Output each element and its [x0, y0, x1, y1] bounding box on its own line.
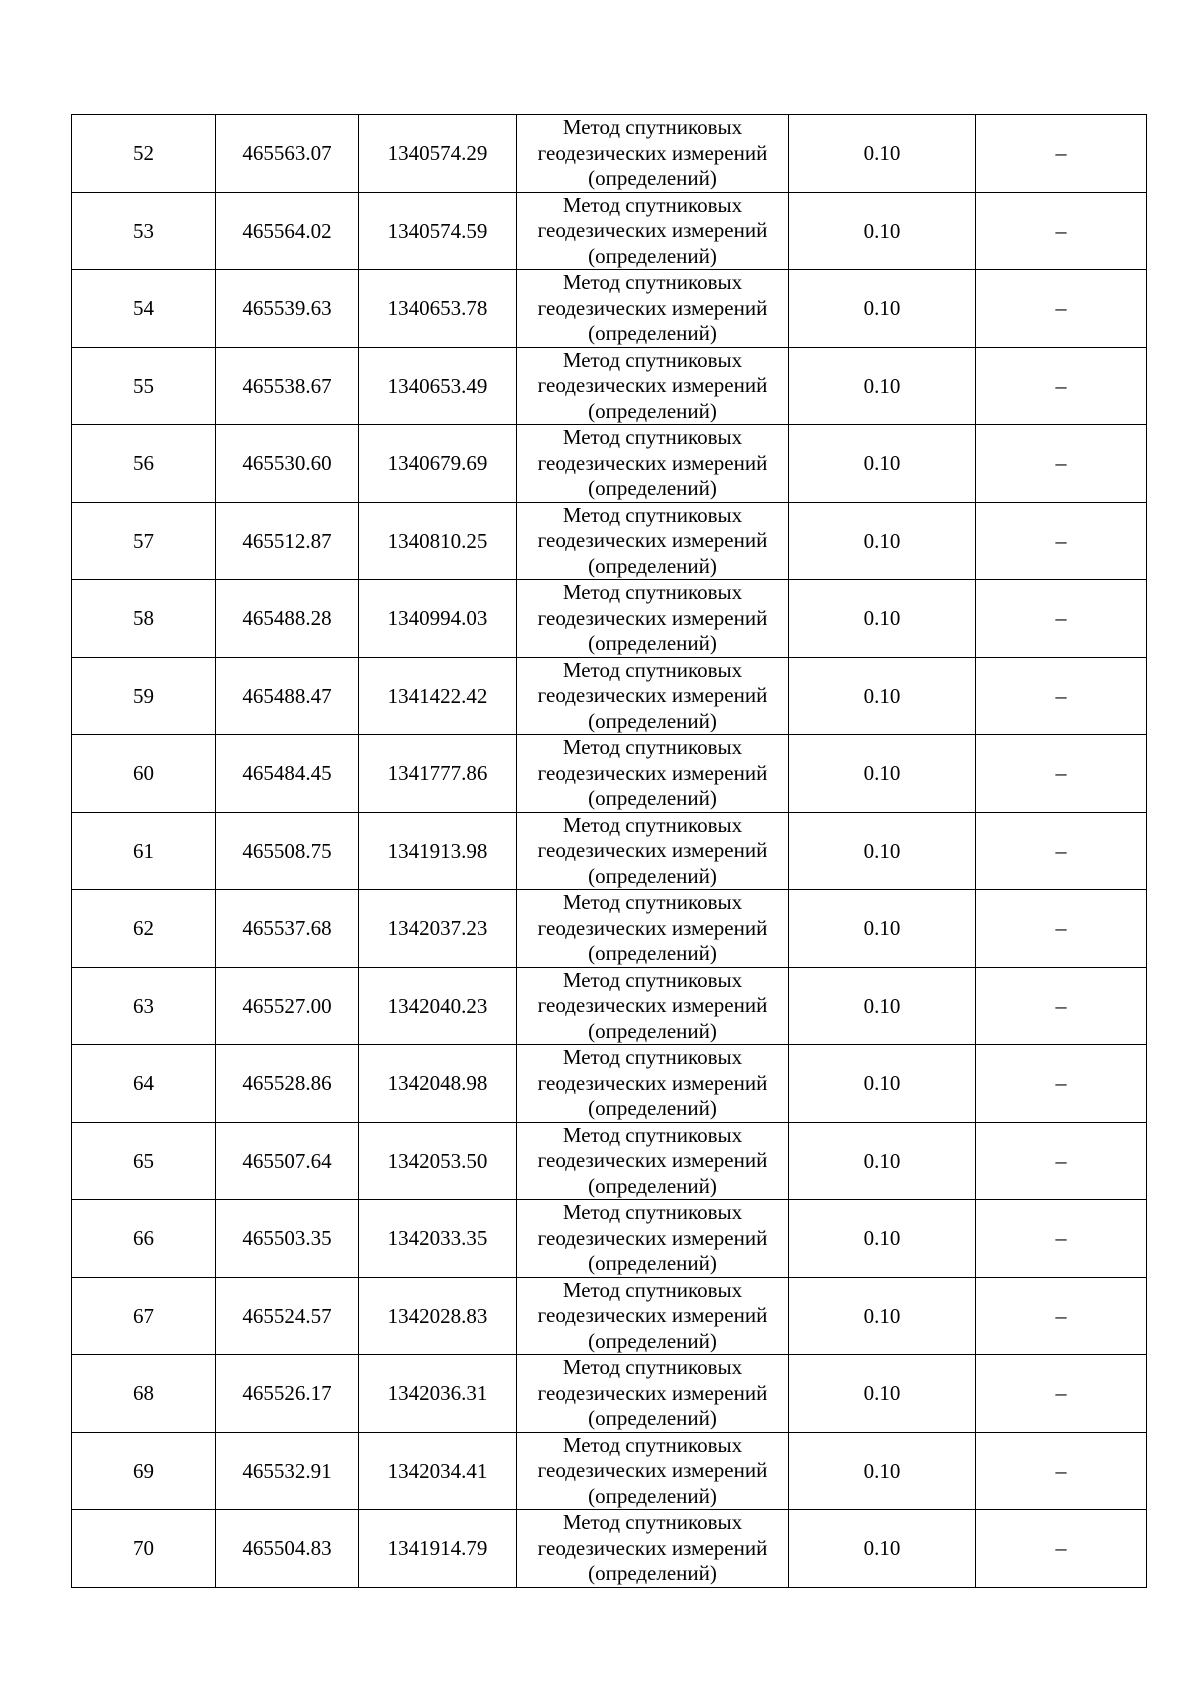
method-cell: Метод спутниковых геодезических измерений (определений): [517, 890, 789, 968]
y-coordinate-cell: 1340574.29: [359, 115, 517, 193]
table-row: [72, 1277, 1147, 1355]
y-coordinate-cell: 1340574.59: [359, 192, 517, 270]
accuracy-cell: 0.10: [789, 1200, 976, 1278]
table-row: [72, 967, 1147, 1045]
y-coordinate-cell: 1340810.25: [359, 502, 517, 580]
note-cell: –: [976, 580, 1147, 658]
method-cell: Метод спутниковых геодезических измерений (определений): [517, 657, 789, 735]
y-coordinate-cell: 1342033.35: [359, 1200, 517, 1278]
point-number-cell: 65: [72, 1122, 216, 1200]
x-coordinate-cell: 465508.75: [216, 812, 359, 890]
method-cell: Метод спутниковых геодезических измерений (определений): [517, 425, 789, 503]
method-cell: Метод спутниковых геодезических измерений (определений): [517, 502, 789, 580]
table-row: [72, 1510, 1147, 1588]
point-number-cell: 52: [72, 115, 216, 193]
table-row: [72, 1355, 1147, 1433]
y-coordinate-cell: 1340653.78: [359, 270, 517, 348]
method-cell: Метод спутниковых геодезических измерений (определений): [517, 1355, 789, 1433]
y-coordinate-cell: 1340994.03: [359, 580, 517, 658]
accuracy-cell: 0.10: [789, 1122, 976, 1200]
accuracy-cell: 0.10: [789, 1432, 976, 1510]
point-number-cell: 67: [72, 1277, 216, 1355]
method-cell: Метод спутниковых геодезических измерений (определений): [517, 115, 789, 193]
point-number-cell: 69: [72, 1432, 216, 1510]
y-coordinate-cell: 1340679.69: [359, 425, 517, 503]
note-cell: –: [976, 1277, 1147, 1355]
point-number-cell: 58: [72, 580, 216, 658]
point-number-cell: 53: [72, 192, 216, 270]
accuracy-cell: 0.10: [789, 890, 976, 968]
method-cell: Метод спутниковых геодезических измерений (определений): [517, 735, 789, 813]
x-coordinate-cell: 465532.91: [216, 1432, 359, 1510]
accuracy-cell: 0.10: [789, 1355, 976, 1433]
note-cell: –: [976, 1355, 1147, 1433]
note-cell: –: [976, 657, 1147, 735]
note-cell: –: [976, 1510, 1147, 1588]
accuracy-cell: 0.10: [789, 812, 976, 890]
table-row: [72, 890, 1147, 968]
table-row: [72, 735, 1147, 813]
note-cell: –: [976, 115, 1147, 193]
x-coordinate-cell: 465488.47: [216, 657, 359, 735]
y-coordinate-cell: 1342053.50: [359, 1122, 517, 1200]
y-coordinate-cell: 1342037.23: [359, 890, 517, 968]
accuracy-cell: 0.10: [789, 115, 976, 193]
accuracy-cell: 0.10: [789, 192, 976, 270]
note-cell: –: [976, 890, 1147, 968]
table-row: [72, 270, 1147, 348]
x-coordinate-cell: 465528.86: [216, 1045, 359, 1123]
y-coordinate-cell: 1342048.98: [359, 1045, 517, 1123]
note-cell: –: [976, 1200, 1147, 1278]
point-number-cell: 64: [72, 1045, 216, 1123]
table-row: [72, 1122, 1147, 1200]
table-row: [72, 425, 1147, 503]
x-coordinate-cell: 465530.60: [216, 425, 359, 503]
x-coordinate-cell: 465488.28: [216, 580, 359, 658]
method-cell: Метод спутниковых геодезических измерений (определений): [517, 812, 789, 890]
accuracy-cell: 0.10: [789, 1510, 976, 1588]
point-number-cell: 54: [72, 270, 216, 348]
accuracy-cell: 0.10: [789, 580, 976, 658]
x-coordinate-cell: 465484.45: [216, 735, 359, 813]
table-row: [72, 580, 1147, 658]
note-cell: –: [976, 1045, 1147, 1123]
note-cell: –: [976, 1432, 1147, 1510]
point-number-cell: 68: [72, 1355, 216, 1433]
table-row: [72, 1200, 1147, 1278]
x-coordinate-cell: 465564.02: [216, 192, 359, 270]
x-coordinate-cell: 465563.07: [216, 115, 359, 193]
note-cell: –: [976, 270, 1147, 348]
table-row: [72, 347, 1147, 425]
method-cell: Метод спутниковых геодезических измерений (определений): [517, 270, 789, 348]
note-cell: –: [976, 192, 1147, 270]
x-coordinate-cell: 465526.17: [216, 1355, 359, 1433]
accuracy-cell: 0.10: [789, 735, 976, 813]
point-number-cell: 55: [72, 347, 216, 425]
note-cell: –: [976, 502, 1147, 580]
point-number-cell: 59: [72, 657, 216, 735]
method-cell: Метод спутниковых геодезических измерений (определений): [517, 1277, 789, 1355]
table-row: [72, 1045, 1147, 1123]
accuracy-cell: 0.10: [789, 1277, 976, 1355]
x-coordinate-cell: 465504.83: [216, 1510, 359, 1588]
x-coordinate-cell: 465527.00: [216, 967, 359, 1045]
x-coordinate-cell: 465512.87: [216, 502, 359, 580]
note-cell: –: [976, 347, 1147, 425]
y-coordinate-cell: 1341914.79: [359, 1510, 517, 1588]
table-row: [72, 115, 1147, 193]
y-coordinate-cell: 1341777.86: [359, 735, 517, 813]
x-coordinate-cell: 465537.68: [216, 890, 359, 968]
y-coordinate-cell: 1342040.23: [359, 967, 517, 1045]
accuracy-cell: 0.10: [789, 425, 976, 503]
accuracy-cell: 0.10: [789, 967, 976, 1045]
table-row: [72, 657, 1147, 735]
y-coordinate-cell: 1342028.83: [359, 1277, 517, 1355]
method-cell: Метод спутниковых геодезических измерений (определений): [517, 580, 789, 658]
table-row: [72, 812, 1147, 890]
table-row: [72, 192, 1147, 270]
point-number-cell: 62: [72, 890, 216, 968]
point-number-cell: 61: [72, 812, 216, 890]
accuracy-cell: 0.10: [789, 270, 976, 348]
point-number-cell: 63: [72, 967, 216, 1045]
point-number-cell: 70: [72, 1510, 216, 1588]
table-row: [72, 1432, 1147, 1510]
method-cell: Метод спутниковых геодезических измерений (определений): [517, 1122, 789, 1200]
method-cell: Метод спутниковых геодезических измерений (определений): [517, 1045, 789, 1123]
method-cell: Метод спутниковых геодезических измерений (определений): [517, 1432, 789, 1510]
x-coordinate-cell: 465507.64: [216, 1122, 359, 1200]
note-cell: –: [976, 812, 1147, 890]
accuracy-cell: 0.10: [789, 347, 976, 425]
note-cell: –: [976, 1122, 1147, 1200]
note-cell: –: [976, 967, 1147, 1045]
method-cell: Метод спутниковых геодезических измерений (определений): [517, 192, 789, 270]
x-coordinate-cell: 465538.67: [216, 347, 359, 425]
y-coordinate-cell: 1341913.98: [359, 812, 517, 890]
point-number-cell: 57: [72, 502, 216, 580]
x-coordinate-cell: 465503.35: [216, 1200, 359, 1278]
point-number-cell: 66: [72, 1200, 216, 1278]
y-coordinate-cell: 1340653.49: [359, 347, 517, 425]
coordinates-table-body: [72, 115, 1147, 1588]
point-number-cell: 60: [72, 735, 216, 813]
x-coordinate-cell: 465539.63: [216, 270, 359, 348]
method-cell: Метод спутниковых геодезических измерений (определений): [517, 967, 789, 1045]
accuracy-cell: 0.10: [789, 657, 976, 735]
accuracy-cell: 0.10: [789, 502, 976, 580]
y-coordinate-cell: 1342036.31: [359, 1355, 517, 1433]
x-coordinate-cell: 465524.57: [216, 1277, 359, 1355]
accuracy-cell: 0.10: [789, 1045, 976, 1123]
method-cell: Метод спутниковых геодезических измерений (определений): [517, 1200, 789, 1278]
method-cell: Метод спутниковых геодезических измерений (определений): [517, 347, 789, 425]
y-coordinate-cell: 1341422.42: [359, 657, 517, 735]
method-cell: Метод спутниковых геодезических измерений (определений): [517, 1510, 789, 1588]
note-cell: –: [976, 735, 1147, 813]
table-row: [72, 502, 1147, 580]
note-cell: –: [976, 425, 1147, 503]
point-number-cell: 56: [72, 425, 216, 503]
coordinates-table: [71, 114, 1147, 1588]
y-coordinate-cell: 1342034.41: [359, 1432, 517, 1510]
